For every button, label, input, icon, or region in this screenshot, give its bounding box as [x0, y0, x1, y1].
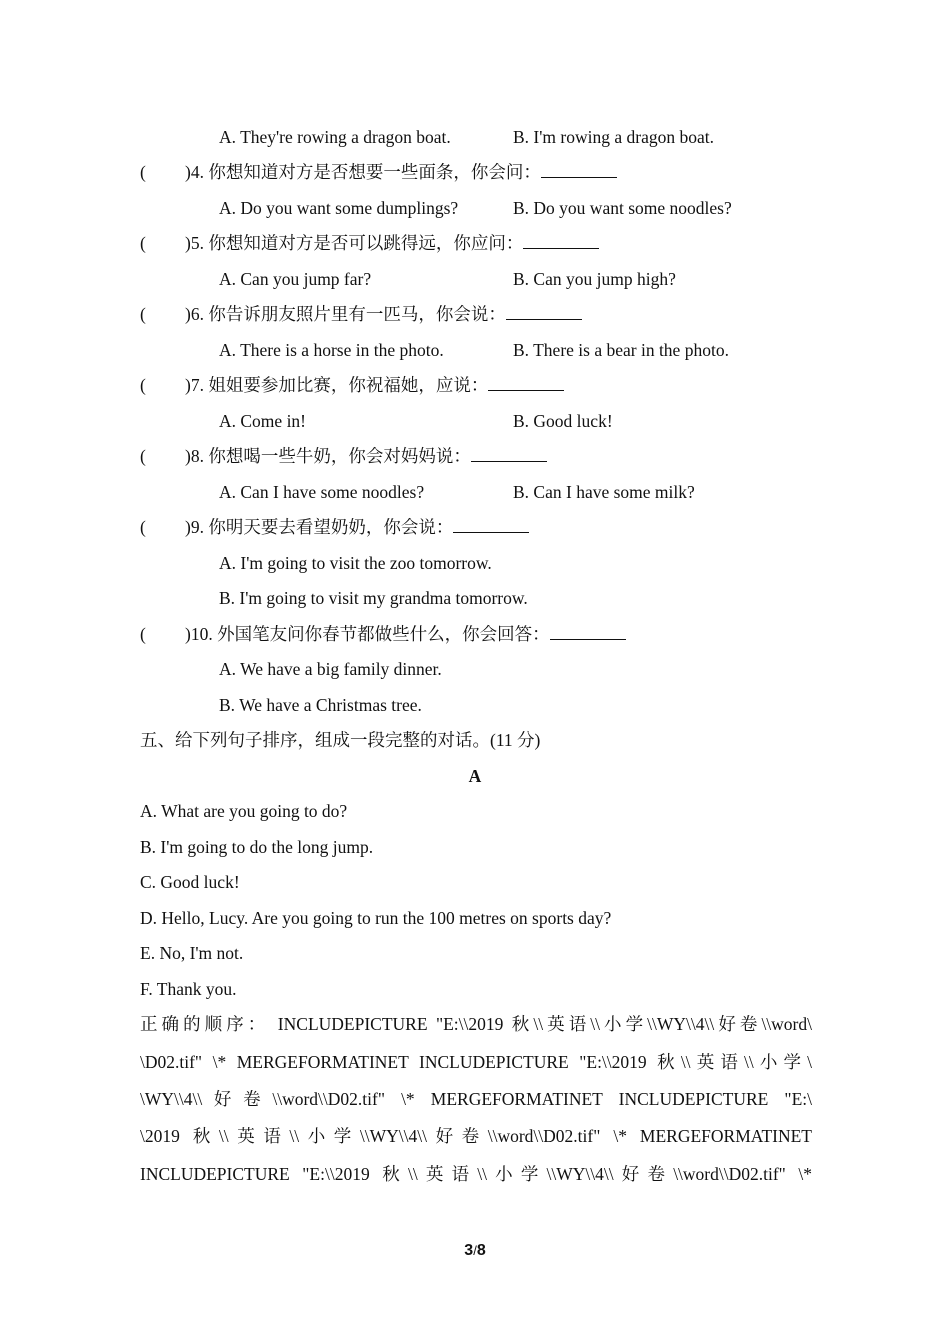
sentence-f: F. Thank you. — [140, 979, 237, 999]
answer-paren[interactable]: ( — [140, 233, 146, 253]
answer-paren[interactable]: ( — [140, 517, 146, 537]
question-10: ( )10. 外国笔友问你春节都做些什么，你会回答： — [140, 622, 626, 646]
q9-option-b: B. I'm going to visit my grandma tomorrow. — [219, 588, 528, 608]
answer-paren[interactable]: ( — [140, 446, 146, 466]
sentence-b: B. I'm going to do the long jump. — [140, 837, 374, 857]
question-7: ( )7. 姐姐要参加比赛，你祝福她，应说： — [140, 373, 564, 397]
q3-option-a: A. They're rowing a dragon boat. — [219, 127, 451, 147]
sentence-d: D. Hello, Lucy. Are you going to run the 100 metres on sports day? — [140, 908, 612, 928]
answer-line-3: \WY\\4\\好卷\\word\\D02.tif" \* MERGEFORMATINET INCLUDEPICTURE "E:\ — [140, 1089, 812, 1109]
answer-blank — [550, 623, 626, 640]
q9-option-a: A. I'm going to visit the zoo tomorrow. — [219, 553, 492, 573]
q6-option-b: B. There is a bear in the photo. — [513, 340, 729, 360]
answer-line-5: INCLUDEPICTURE "E:\\2019 秋\\英语\\小学\\WY\\4\\好卷\\word\\D02.tif" \* — [140, 1164, 812, 1184]
answer-blank — [488, 374, 564, 391]
q6-option-a: A. There is a horse in the photo. — [219, 340, 444, 360]
question-5: ( )5. 你想知道对方是否可以跳得远，你应问： — [140, 231, 599, 255]
answer-blank — [453, 516, 529, 533]
q4-option-b: B. Do you want some noodles? — [513, 198, 732, 218]
q7-option-a: A. Come in! — [219, 411, 307, 431]
question-9: ( )9. 你明天要去看望奶奶，你会说： — [140, 515, 529, 539]
question-4: ( )4. 你想知道对方是否想要一些面条，你会问： — [140, 160, 617, 184]
q4-option-a: A. Do you want some dumplings? — [219, 198, 459, 218]
answer-line-4: \2019 秋\\英语\\小学\\WY\\4\\好卷\\word\\D02.tif" \* MERGEFORMATINET — [140, 1126, 812, 1146]
question-6: ( )6. 你告诉朋友照片里有一匹马，你会说： — [140, 302, 582, 326]
q8-option-b: B. Can I have some milk? — [513, 482, 695, 502]
answer-paren[interactable]: ( — [140, 304, 146, 324]
answer-paren[interactable]: ( — [140, 624, 146, 644]
answer-blank — [541, 161, 617, 178]
sentence-c: C. Good luck! — [140, 872, 240, 892]
answer-paren[interactable]: ( — [140, 375, 146, 395]
sentence-a: A. What are you going to do? — [140, 801, 348, 821]
sentence-e: E. No, I'm not. — [140, 943, 244, 963]
q10-option-a: A. We have a big family dinner. — [219, 659, 442, 679]
page-number: 3/8 — [464, 1242, 486, 1259]
q5-option-a: A. Can you jump far? — [219, 269, 372, 289]
q3-option-b: B. I'm rowing a dragon boat. — [513, 127, 714, 147]
answer-paren[interactable]: ( — [140, 162, 146, 182]
answer-blank — [506, 303, 582, 320]
q5-option-b: B. Can you jump high? — [513, 269, 676, 289]
part-label: A — [468, 766, 482, 786]
section-5-heading: 五、给下列句子排序，组成一段完整的对话。(11 分) — [140, 730, 541, 750]
answer-blank — [523, 232, 599, 249]
q7-option-b: B. Good luck! — [513, 411, 613, 431]
question-8: ( )8. 你想喝一些牛奶，你会对妈妈说： — [140, 444, 547, 468]
answer-line-2: \D02.tif" \* MERGEFORMATINET INCLUDEPICTURE "E:\\2019 秋\\英语\\小学\ — [140, 1052, 812, 1072]
answer-line-1: 正确的顺序： INCLUDEPICTURE "E:\\2019 秋\\英语\\小学\\WY\\4\\好卷\\word\ — [140, 1014, 812, 1034]
answer-blank — [471, 445, 547, 462]
q8-option-a: A. Can I have some noodles? — [219, 482, 425, 502]
q10-option-b: B. We have a Christmas tree. — [219, 695, 422, 715]
